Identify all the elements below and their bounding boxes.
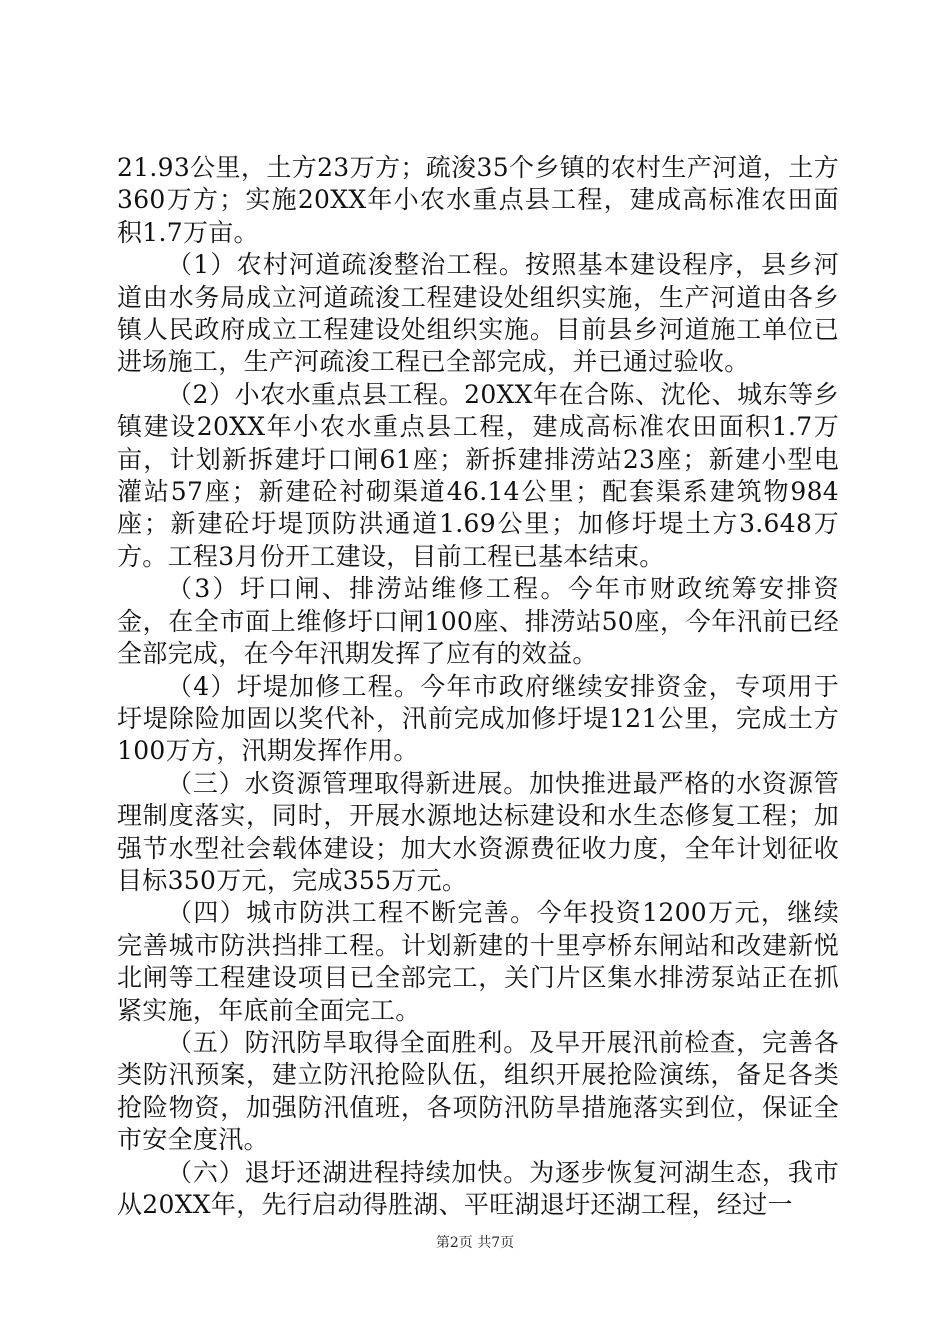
document-body	[117, 152, 839, 1221]
paragraph-river-dredging: （1）农村河道疏浚整治工程。按照基本建设程序，县乡河道由水务局成立河道疏浚工程建设处组织实施，生产河道由各乡镇人民政府成立工程建设处组织实施。目前县乡河道施工单位已进场施工，生产河疏浚工程已全部完成，并已通过验收。	[117, 250, 839, 377]
paragraph-sluice-repair: （3）圩口闸、排涝站维修工程。今年市财政统筹安排资金，在全市面上维修圩口闸100座、排涝站50座，今年汛前已经全部完成，在今年汛期发挥了应有的效益。	[117, 574, 839, 669]
paragraph-water-resources: （三）水资源管理取得新进展。加快推进最严格的水资源管理制度落实，同时，开展水源地达标建设和水生态修复工程；加强节水型社会载体建设；加大水资源费征收力度，全年计划征收目标350万元，完成355万元。	[117, 768, 839, 895]
paragraph-lake-restoration: （六）退圩还湖进程持续加快。为逐步恢复河湖生态，我市从20XX年，先行启动得胜湖、平旺湖退圩还湖工程，经过一	[117, 1157, 839, 1219]
paragraph-city-flood-control: （四）城市防洪工程不断完善。今年投资1200万元，继续完善城市防洪挡排工程。计划新建的十里亭桥东闸站和改建新悦北闸等工程建设项目已全部完工，关门片区集水排涝泵站正在抓紧实施，年底前全面完工。	[117, 898, 839, 1025]
paragraph-continuation: 21.93公里，土方23万方；疏浚35个乡镇的农村生产河道，土方360万方；实施20XX年小农水重点县工程，建成高标准农田面积1.7万亩。	[117, 153, 839, 247]
paragraph-dike-repair: （4）圩堤加修工程。今年市政府继续安排资金，专项用于圩堤除险加固以奖代补，汛前完成加修圩堤121公里，完成土方100万方，汛期发挥作用。	[117, 671, 839, 766]
paragraph-small-irrigation: （2）小农水重点县工程。20XX年在合陈、沈伦、城东等乡镇建设20XX年小农水重点县工程，建成高标准农田面积1.7万亩，计划新拆建圩口闸61座；新拆建排涝站23座；新建小型电灌站57座；新建砼衬砌渠道46.14公里；配套渠系建筑物984座；新建砼圩堤顶防洪通道1.69公里；加修圩堤土方3.648万方。工程3月份开工建设，目前工程已基本结束。	[117, 379, 839, 571]
paragraph-flood-drought: （五）防汛防旱取得全面胜利。及早开展汛前检查，完善各类防汛预案，建立防汛抢险队伍，组织开展抢险演练，备足各类抢险物资，加强防汛值班，各项防汛防旱措施落实到位，保证全市安全度汛。	[117, 1027, 839, 1155]
page-number-footer: 第2页 共7页	[435, 1235, 515, 1251]
